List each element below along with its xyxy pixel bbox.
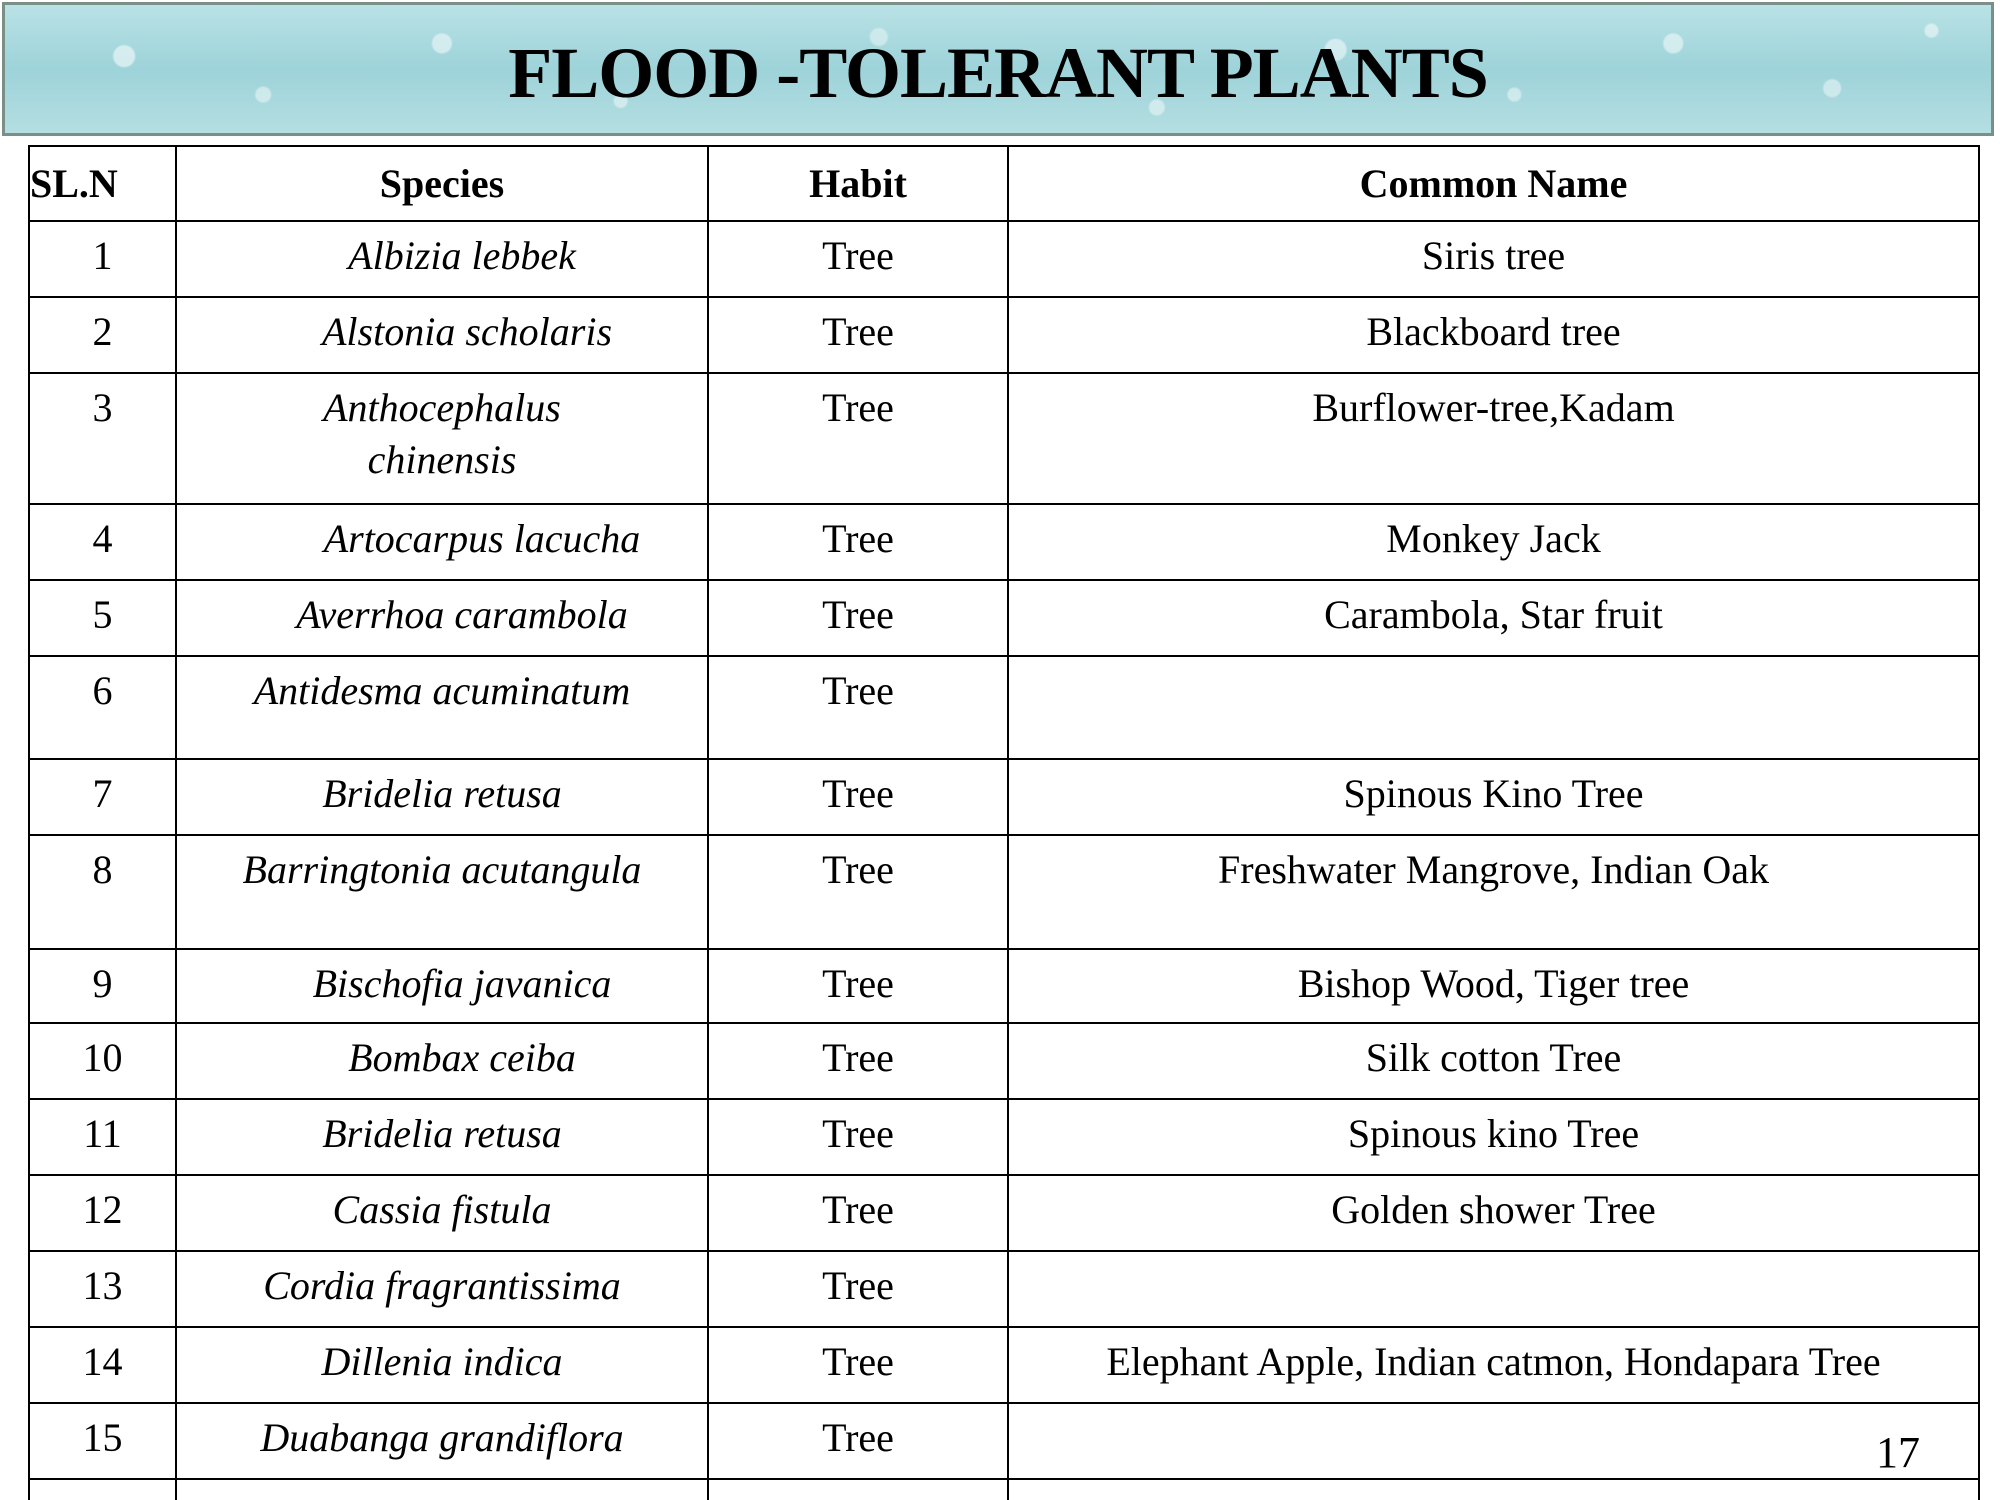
column-header-habit: Habit [708,146,1008,221]
species-name: Bridelia retusa [322,1111,562,1156]
species-name: Antidesma acuminatum [253,668,631,713]
cell-habit: Tree [708,759,1008,835]
cell-species [176,1175,708,1251]
cell-common-name [1008,1403,1979,1479]
cell-sl: 5 [29,580,176,656]
cell-habit: Tree [708,1099,1008,1175]
cell-common-name [1008,656,1979,759]
cell-species [176,1099,708,1175]
slide-title: FLOOD -TOLERANT PLANTS [508,33,1488,113]
table-row [29,949,1979,1023]
cell-common-name: Monkey Jack [1008,504,1979,580]
cell-habit: Tree [708,373,1008,504]
cell-sl: 6 [29,656,176,759]
species-name: Cordia fragrantissima [263,1263,621,1308]
cell-species [176,297,708,373]
species-name: Bombax ceiba [348,1035,576,1080]
cell-sl: 13 [29,1251,176,1327]
table-row [29,1175,1979,1251]
species-name: Artocarpus lacucha [323,516,641,561]
cell-habit: Tree [708,656,1008,759]
table-row [29,297,1979,373]
species-name: Anthocephalus chinensis [323,385,561,482]
cell-habit: Tree [708,1251,1008,1327]
table-row [29,221,1979,297]
cell-habit: Tree [708,504,1008,580]
table-row [29,1023,1979,1099]
cell-empty [708,1479,1008,1500]
cell-sl: 3 [29,373,176,504]
cell-common-name [1008,1251,1979,1327]
cell-common-name: Burflower-tree,Kadam [1008,373,1979,504]
cell-habit: Tree [708,1327,1008,1403]
cell-species [176,504,708,580]
cell-common-name: Carambola, Star fruit [1008,580,1979,656]
species-name: Barringtonia acutangula [242,847,642,892]
column-header-common-name: Common Name [1008,146,1979,221]
cell-common-name [1008,949,1979,1023]
cell-common-name: Freshwater Mangrove, Indian Oak [1008,835,1979,949]
cell-species [176,1023,708,1099]
species-name: Dillenia indica [321,1339,563,1384]
cell-sl: 2 [29,297,176,373]
cell-species [176,835,708,949]
table-row-partial [29,1479,1979,1500]
species-name: Bischofia javanica [312,961,612,1006]
cell-empty [176,1479,708,1500]
cell-habit: Tree [708,1403,1008,1479]
cell-species [176,949,708,1023]
cell-species [176,580,708,656]
cell-species [176,1403,708,1479]
species-name: Averrhoa carambola [296,592,628,637]
cell-empty [1008,1479,1979,1500]
table-row [29,1403,1979,1479]
cell-species [176,1251,708,1327]
cell-sl: 9 [29,949,176,1023]
cell-species [176,656,708,759]
species-name: Bridelia retusa [322,771,562,816]
cell-sl: 1 [29,221,176,297]
cell-sl: 12 [29,1175,176,1251]
table-row [29,656,1979,759]
plants-table [28,145,1980,1500]
cell-sl: 8 [29,835,176,949]
cell-species [176,221,708,297]
table-row [29,580,1979,656]
cell-species [176,373,708,504]
page-number: 17 [1876,1428,1920,1477]
cell-species [176,1327,708,1403]
cell-sl: 4 [29,504,176,580]
column-header-species: Species [176,146,708,221]
table-row [29,1327,1979,1403]
cell-empty [29,1479,176,1500]
cell-habit: Tree [708,835,1008,949]
table-header-row [29,146,1979,221]
cell-sl: 14 [29,1327,176,1403]
cell-habit: Tree [708,1175,1008,1251]
table-row [29,373,1979,504]
species-name: Cassia fistula [332,1187,552,1232]
common-name-text: Bishop Wood, Tiger tree [1297,961,1690,1006]
cell-habit: Tree [708,297,1008,373]
table-row [29,504,1979,580]
cell-sl: 11 [29,1099,176,1175]
table-row [29,835,1979,949]
cell-common-name: Siris tree [1008,221,1979,297]
cell-habit: Tree [708,580,1008,656]
cell-common-name: Blackboard tree [1008,297,1979,373]
cell-sl: 7 [29,759,176,835]
cell-habit: Tree [708,949,1008,1023]
table-row [29,759,1979,835]
table-row [29,1251,1979,1327]
cell-common-name: Elephant Apple, Indian catmon, Hondapara Tree [1008,1327,1979,1403]
cell-common-name: Silk cotton Tree [1008,1023,1979,1099]
cell-common-name: Spinous Kino Tree [1008,759,1979,835]
species-name: Albizia lebbek [348,233,576,278]
cell-common-name: Golden shower Tree [1008,1175,1979,1251]
table-body [29,221,1979,1500]
cell-habit: Tree [708,221,1008,297]
title-banner [2,2,1994,136]
cell-habit: Tree [708,1023,1008,1099]
species-name: Alstonia scholaris [321,309,613,354]
cell-sl: 10 [29,1023,176,1099]
cell-species [176,759,708,835]
column-header-sl: SL.N [29,146,176,221]
cell-sl: 15 [29,1403,176,1479]
table-row [29,1099,1979,1175]
cell-common-name: Spinous kino Tree [1008,1099,1979,1175]
species-name: Duabanga grandiflora [260,1415,624,1460]
